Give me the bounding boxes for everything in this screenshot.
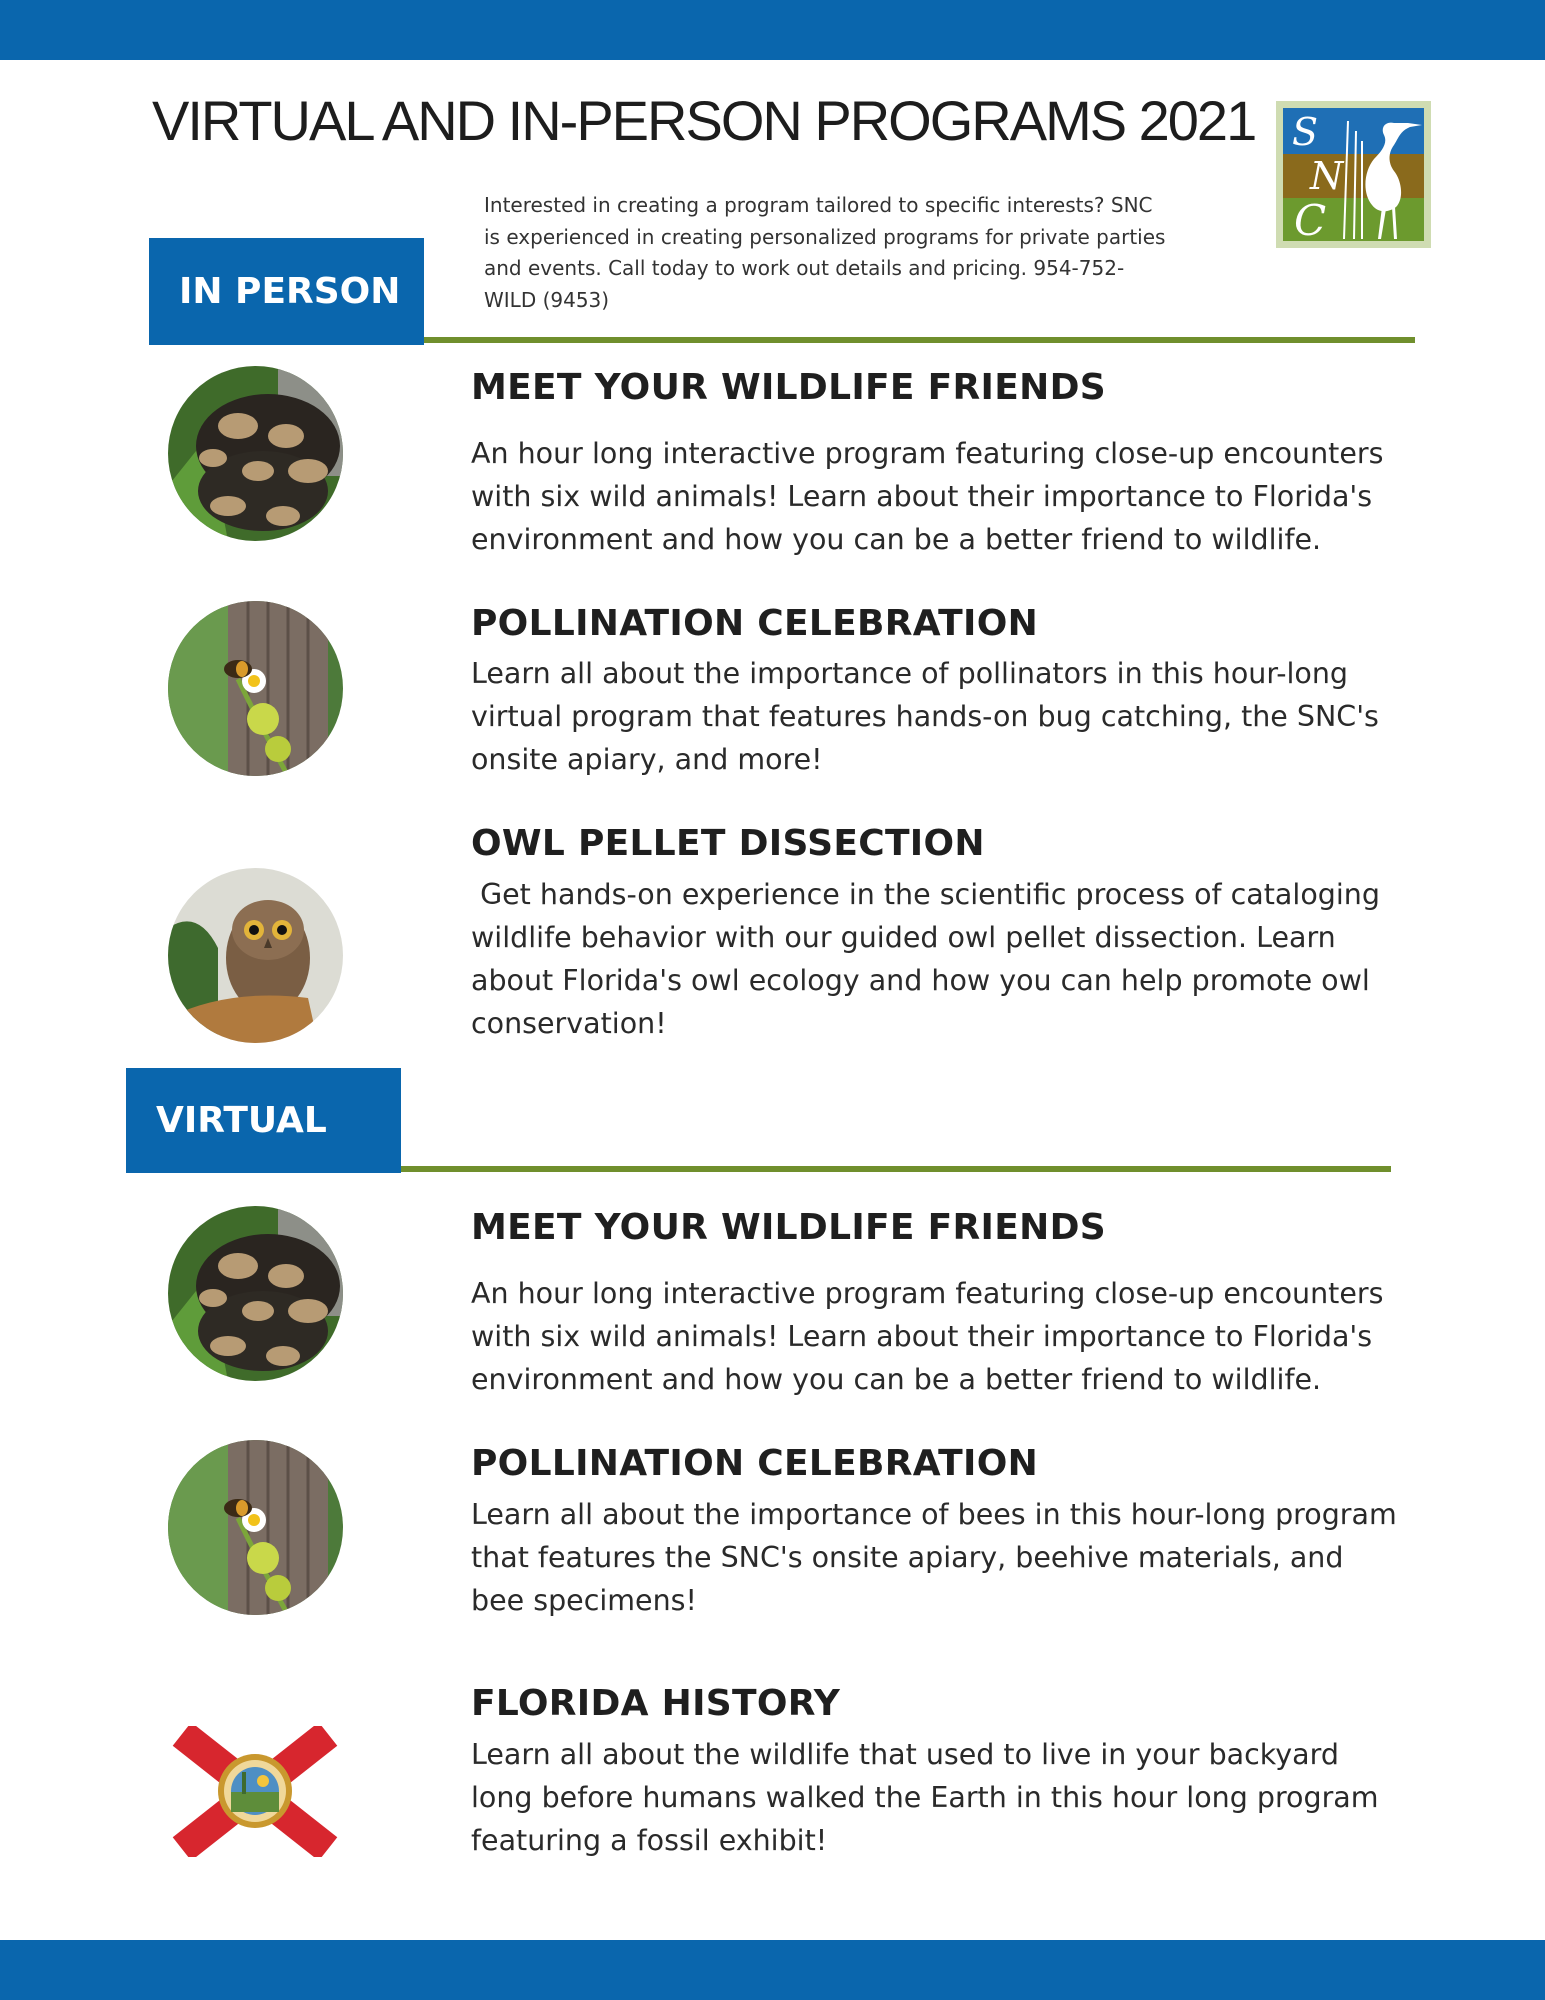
logo-letter-c: C bbox=[1294, 196, 1327, 245]
florida-flag-icon bbox=[170, 1726, 340, 1857]
snc-logo bbox=[1276, 101, 1431, 248]
bottom-banner bbox=[0, 1940, 1545, 2000]
program-description: An hour long interactive program featuring close-up encounters with six wild animals! Learn about their importance to Florida's environment and how you can be a better friend to wildlife. bbox=[471, 437, 1393, 556]
bee-flower-photo-icon bbox=[168, 601, 343, 776]
program-title: FLORIDA HISTORY bbox=[471, 1683, 841, 1724]
top-banner bbox=[0, 0, 1545, 60]
section-tab-virtual: VIRTUAL bbox=[126, 1068, 401, 1173]
program-description: Learn all about the importance of bees in this hour-long program that features the SNC's onsite apiary, beehive materials, and bee specimens! bbox=[471, 1498, 1406, 1617]
owl-photo-icon bbox=[168, 868, 343, 1043]
snake-photo-icon bbox=[168, 1206, 343, 1381]
program-description: An hour long interactive program featuring close-up encounters with six wild animals! Learn about their importance to Florida's environment and how you can be a better friend to wildlife. bbox=[471, 1277, 1393, 1396]
section-tab-in-person: IN PERSON bbox=[149, 238, 424, 345]
page-title: VIRTUAL AND IN-PERSON PROGRAMS 2021 bbox=[152, 89, 1256, 152]
bee-flower-photo-icon bbox=[168, 1440, 343, 1615]
program-title: MEET YOUR WILDLIFE FRIENDS bbox=[471, 367, 1106, 408]
logo-letter-n: N bbox=[1310, 154, 1344, 198]
logo-letter-s: S bbox=[1292, 110, 1319, 154]
section-divider-virtual bbox=[401, 1166, 1391, 1172]
program-title: POLLINATION CELEBRATION bbox=[471, 1443, 1039, 1484]
section-divider-in-person bbox=[424, 337, 1415, 343]
intro-text: Interested in creating a program tailored to specific interests? SNC is experienced in creating personalized programs for private parties and events. Call today to work out details and pricing. 954-752-WILD (9453) bbox=[484, 193, 1166, 312]
program-description: Learn all about the wildlife that used to live in your backyard long before humans walked the Earth in this hour long program featuring a fossil exhibit! bbox=[471, 1738, 1388, 1857]
program-title: POLLINATION CELEBRATION bbox=[471, 603, 1039, 644]
program-description: Get hands-on experience in the scientific process of cataloging wildlife behavior with our guided owl pellet dissection. Learn about Florida's owl ecology and how you can help promote owl conservation! bbox=[471, 878, 1389, 1040]
program-description: Learn all about the importance of pollinators in this hour-long virtual program that features hands-on bug catching, the SNC's onsite apiary, and more! bbox=[471, 657, 1388, 776]
program-title: MEET YOUR WILDLIFE FRIENDS bbox=[471, 1207, 1106, 1248]
snake-photo-icon bbox=[168, 366, 343, 541]
program-title: OWL PELLET DISSECTION bbox=[471, 823, 985, 864]
